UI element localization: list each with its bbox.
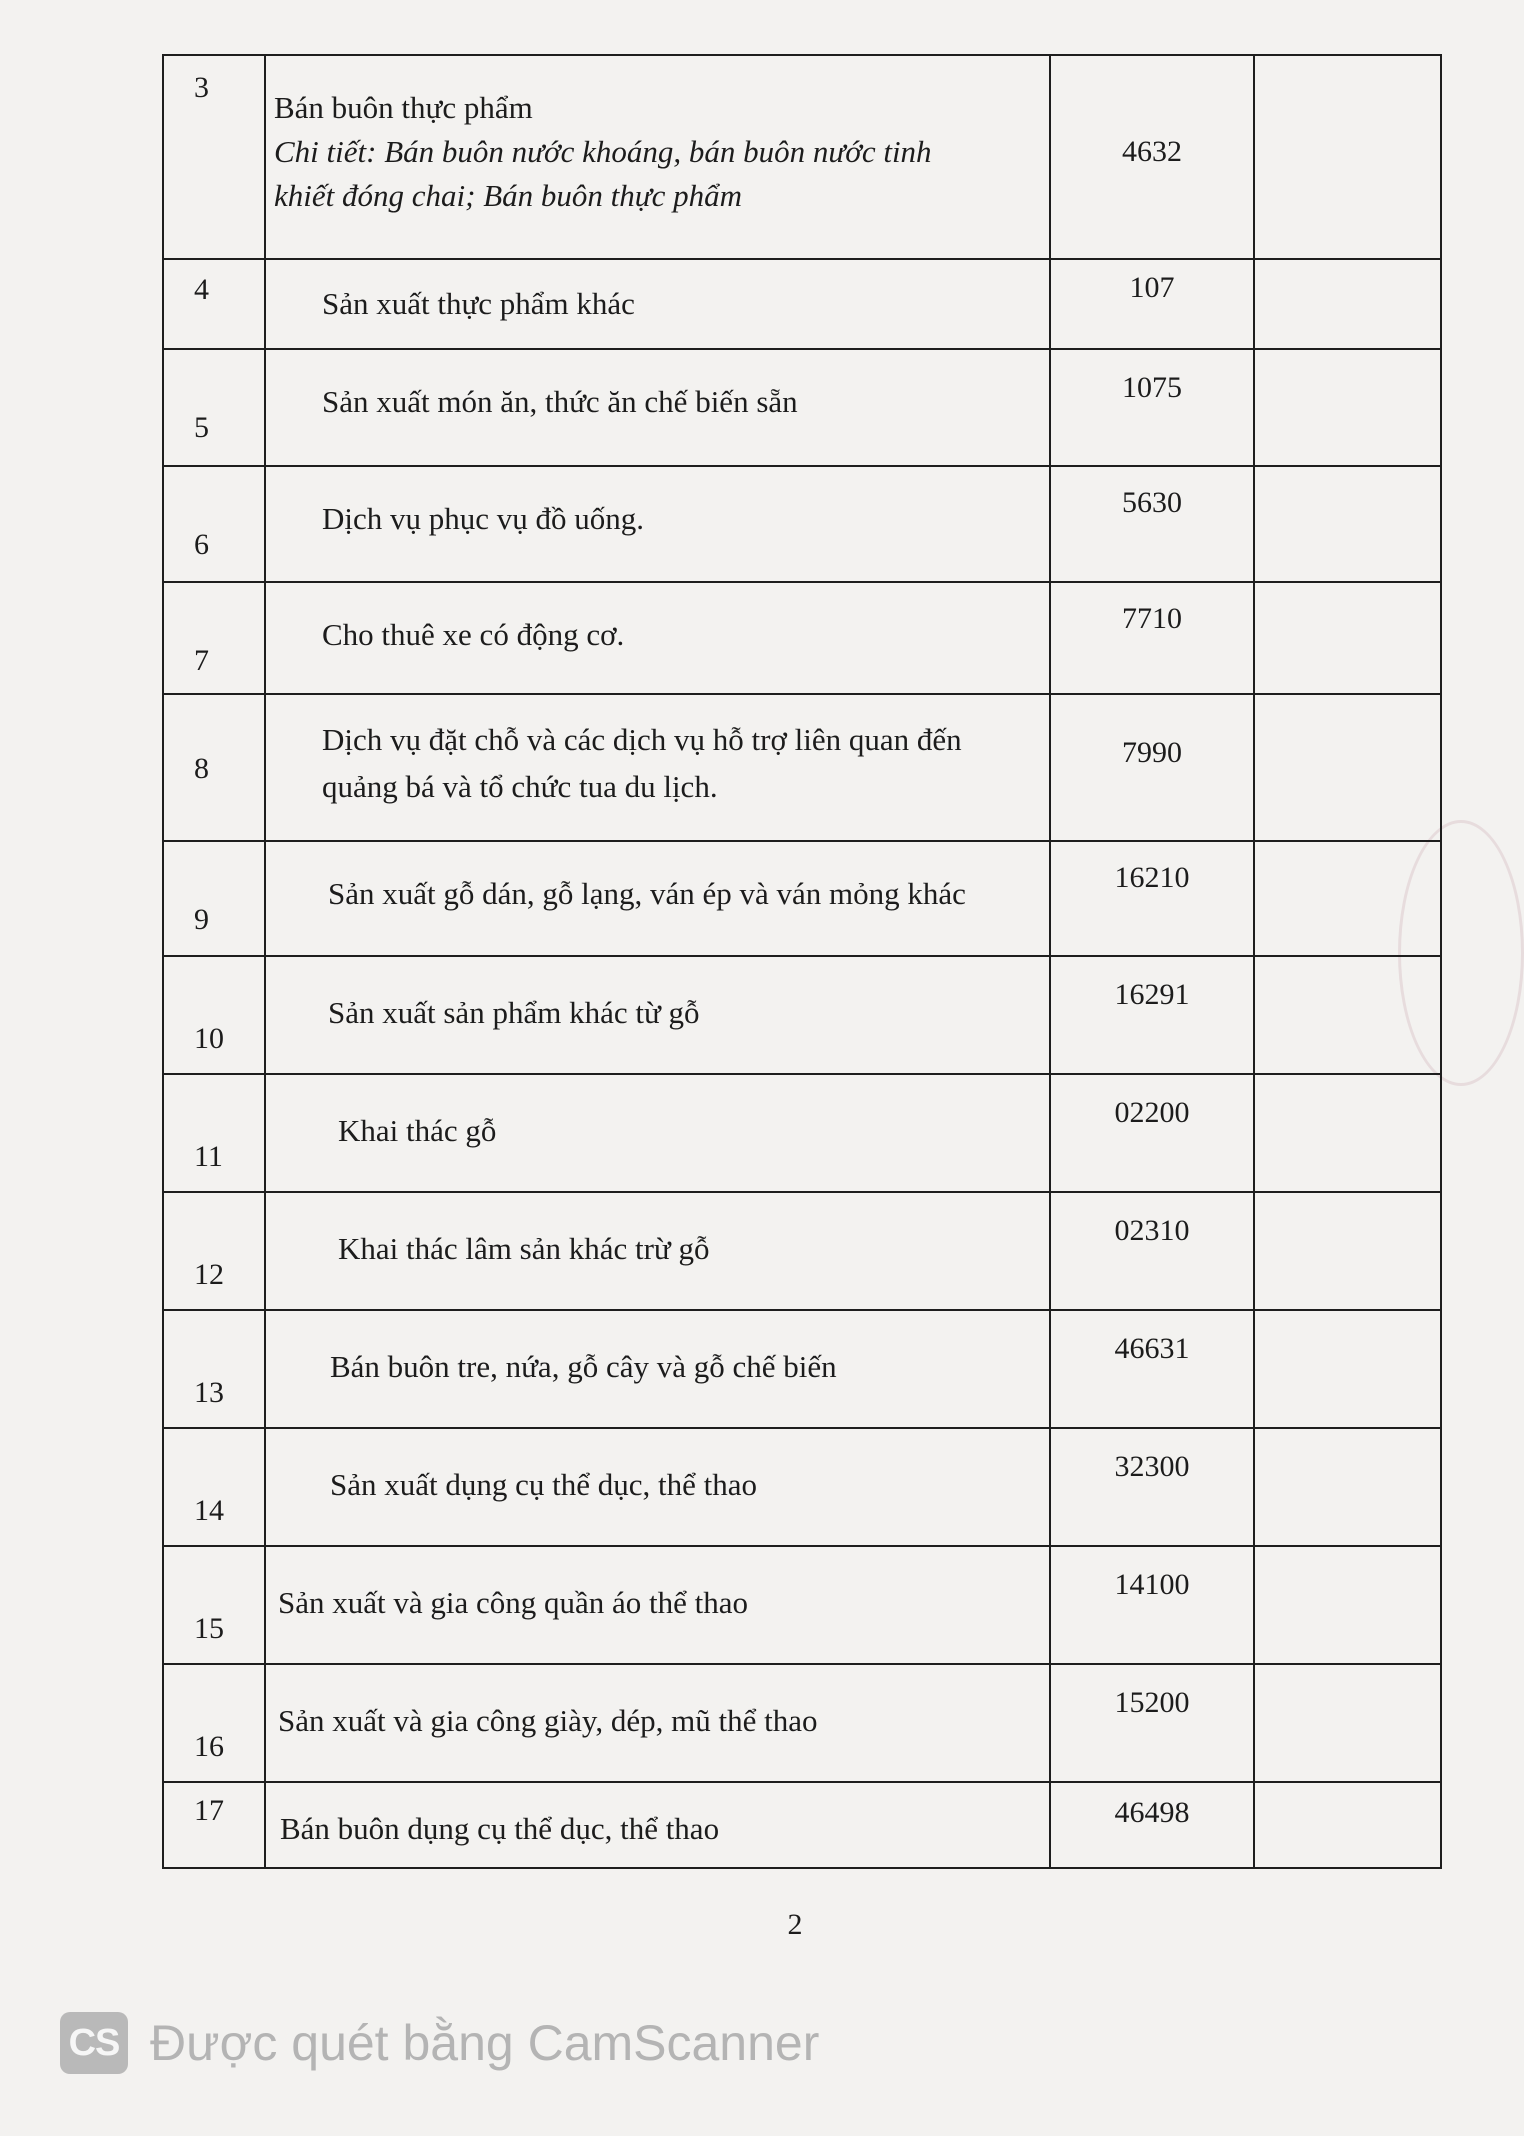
industry-code: 32300 [1114,1450,1190,1483]
activity-detail-line: khiết đóng chai; Bán buôn thực phẩm [274,178,743,214]
activity-name-line: Dịch vụ đặt chỗ và các dịch vụ hỗ trợ liên quan đến [322,722,962,757]
industry-code: 1075 [1122,371,1182,404]
row-number: 9 [194,903,209,936]
row-number-cell [163,582,265,694]
activity-name-line: quảng bá và tổ chức tua du lịch. [322,768,718,804]
industry-code: 02200 [1114,1096,1190,1129]
row-number: 8 [194,752,209,785]
table-row [163,1782,1441,1868]
camscanner-text: Được quét bằng CamScanner [150,2015,820,2071]
row-number-cell [163,55,265,259]
table-row [163,259,1441,349]
industry-code: 107 [1129,271,1175,304]
table-row [163,582,1441,694]
activity-name-cell [265,1664,1050,1782]
activity-name: Sản xuất sản phẩm khác từ gỗ [328,995,700,1030]
note-cell [1254,349,1441,466]
row-number: 13 [194,1376,224,1409]
activity-name [274,86,1039,218]
industry-code-cell [1050,259,1254,349]
industry-code-cell [1050,1428,1254,1546]
row-number-cell [163,259,265,349]
industry-code-cell [1050,1664,1254,1782]
table-row [163,55,1441,259]
note-cell [1254,841,1441,956]
row-number: 3 [194,71,209,104]
row-number-cell [163,349,265,466]
activity-name: Sản xuất và gia công quần áo thể thao [278,1585,749,1620]
row-number: 16 [194,1730,224,1763]
industry-code: 15200 [1114,1686,1190,1719]
table-row [163,1192,1441,1310]
page-number: 2 [787,1908,803,1941]
row-number-cell [163,1546,265,1664]
activity-name-cell [265,1782,1050,1868]
industry-code: 7990 [1122,736,1182,769]
activity-name: Sản xuất dụng cụ thể dục, thể thao [330,1467,758,1502]
camscanner-logo-icon: CS [60,2012,128,2074]
industry-code-cell [1050,1310,1254,1428]
activity-name: Sản xuất và gia công giày, dép, mũ thể thao [278,1703,818,1738]
row-number: 5 [194,411,209,444]
note-cell [1254,1074,1441,1192]
row-number-cell [163,1310,265,1428]
table-row [163,1664,1441,1782]
activity-name: Bán buôn tre, nứa, gỗ cây và gỗ chế biến [330,1349,837,1384]
note-cell [1254,1664,1441,1782]
business-lines-table [162,54,1442,1869]
row-number: 4 [194,273,209,306]
activity-name-cell [265,1310,1050,1428]
industry-code-cell [1050,466,1254,582]
camscanner-watermark [60,2012,819,2074]
row-number-cell [163,956,265,1074]
activity-name: Khai thác gỗ [338,1113,497,1148]
table-row [163,1546,1441,1664]
activity-name-cell [265,694,1050,841]
row-number: 17 [194,1794,224,1827]
activity-name: Cho thuê xe có động cơ. [322,617,625,652]
activity-name-line: Bán buôn thực phẩm [274,90,533,125]
activity-name: Dịch vụ phục vụ đồ uống. [322,501,645,536]
activity-name-cell [265,1192,1050,1310]
industry-code: 02310 [1114,1214,1190,1247]
activity-name-cell [265,1074,1050,1192]
note-cell [1254,55,1441,259]
row-number: 14 [194,1494,224,1527]
activity-name-cell [265,956,1050,1074]
table-row [163,694,1441,841]
industry-code-cell [1050,1546,1254,1664]
industry-code-cell [1050,582,1254,694]
industry-code-cell [1050,1074,1254,1192]
table-row [163,466,1441,582]
row-number-cell [163,841,265,956]
row-number: 12 [194,1258,224,1291]
activity-name-cell [265,1546,1050,1664]
note-cell [1254,1310,1441,1428]
note-cell [1254,259,1441,349]
table-row [163,349,1441,466]
note-cell [1254,1428,1441,1546]
row-number-cell [163,1192,265,1310]
activity-name-cell [265,466,1050,582]
industry-code-cell [1050,1782,1254,1868]
row-number: 11 [194,1140,223,1173]
note-cell [1254,1192,1441,1310]
row-number-cell [163,1074,265,1192]
note-cell [1254,466,1441,582]
industry-code: 46631 [1114,1332,1190,1365]
table-row [163,956,1441,1074]
table-row [163,1074,1441,1192]
row-number: 7 [194,644,209,677]
industry-code-cell [1050,349,1254,466]
row-number-cell [163,1428,265,1546]
activity-name: Khai thác lâm sản khác trừ gỗ [338,1231,710,1266]
activity-name-cell [265,841,1050,956]
note-cell [1254,1782,1441,1868]
industry-code: 4632 [1122,135,1182,168]
row-number-cell [163,466,265,582]
activity-name: Sản xuất món ăn, thức ăn chế biến sẵn [322,384,798,419]
activity-name-cell [265,55,1050,259]
note-cell [1254,956,1441,1074]
row-number-cell [163,694,265,841]
row-number: 6 [194,528,209,561]
table-row [163,1428,1441,1546]
activity-name-cell [265,1428,1050,1546]
activity-name-cell [265,582,1050,694]
activity-name: Bán buôn dụng cụ thể dục, thể thao [280,1811,720,1846]
industry-code-cell [1050,956,1254,1074]
industry-code: 16291 [1114,978,1190,1011]
industry-code-cell [1050,55,1254,259]
row-number: 10 [194,1022,224,1055]
note-cell [1254,582,1441,694]
note-cell [1254,694,1441,841]
activity-name: Sản xuất thực phẩm khác [322,286,635,321]
table-row [163,1310,1441,1428]
row-number: 15 [194,1612,224,1645]
activity-name-cell [265,349,1050,466]
industry-code: 14100 [1114,1568,1190,1601]
activity-name-cell [265,259,1050,349]
row-number-cell [163,1782,265,1868]
industry-code-cell [1050,1192,1254,1310]
activity-detail-line: Chi tiết: Bán buôn nước khoáng, bán buôn nước tinh [274,134,932,170]
industry-code: 16210 [1114,861,1190,894]
table-row [163,841,1441,956]
industry-code: 46498 [1114,1796,1190,1829]
industry-code-cell [1050,841,1254,956]
activity-name: Sản xuất gỗ dán, gỗ lạng, ván ép và ván mỏng khác [328,876,966,911]
activity-name [322,717,1039,810]
industry-code: 5630 [1122,486,1182,519]
industry-code-cell [1050,694,1254,841]
note-cell [1254,1546,1441,1664]
row-number-cell [163,1664,265,1782]
industry-code: 7710 [1122,602,1182,635]
